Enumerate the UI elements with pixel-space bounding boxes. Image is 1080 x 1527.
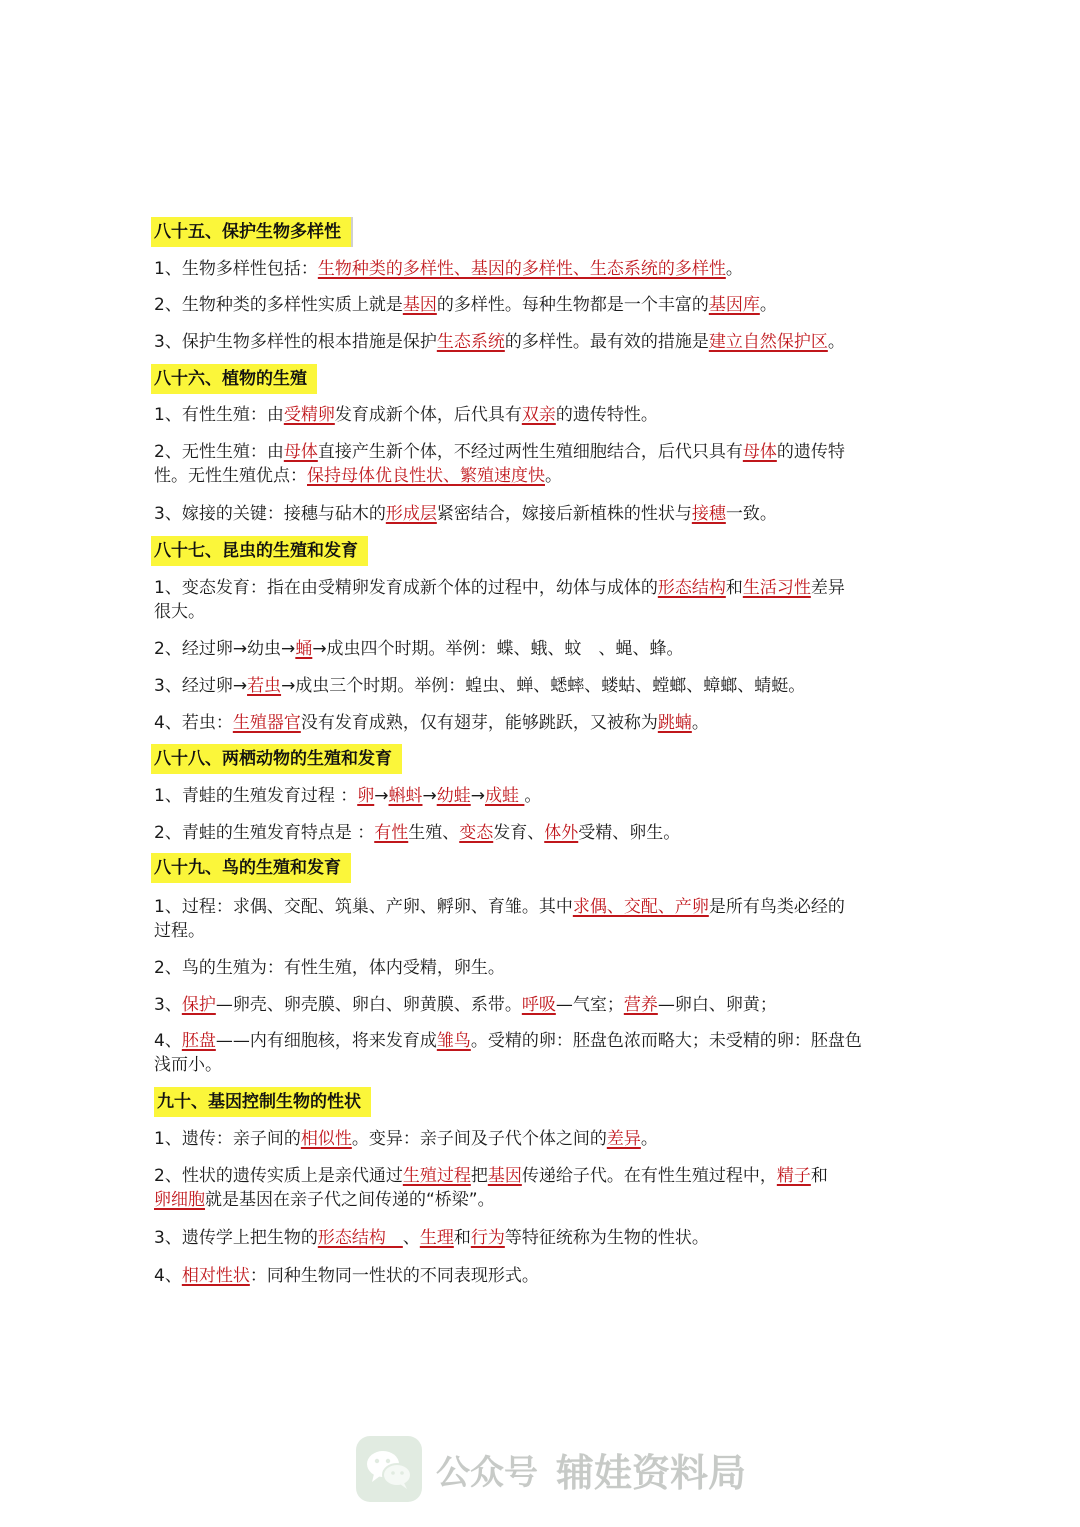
text-run: →: [470, 786, 485, 806]
answer-blank: 相似性: [300, 1129, 352, 1149]
answer-blank: 形成层: [385, 504, 437, 524]
paragraph: [154, 821, 930, 845]
paragraph: [154, 576, 930, 624]
text-run: 性。无性生殖优点：: [154, 466, 307, 486]
text-run: 是所有鸟类必经的: [708, 897, 845, 917]
section-heading: 八十九、鸟的生殖和发育: [151, 853, 351, 883]
paragraph: [154, 956, 930, 980]
paragraph: [154, 330, 930, 354]
text-run: 传递给子代。在有性生殖过程中，: [521, 1166, 777, 1186]
text-run: 4、: [154, 1031, 182, 1051]
text-run: 没有发育成熟，仅有翅芽，能够跳跃，又被称为: [300, 713, 658, 733]
answer-blank: 蛹: [295, 639, 313, 659]
paragraph: [154, 502, 930, 526]
text-run: →成虫三个时期。举例：蝗虫、蝉、蟋蟀、蝼蛄、螳螂、蟑螂、蜻蜓。: [281, 676, 806, 696]
paragraph: [154, 993, 930, 1017]
text-run: 4、: [154, 1266, 182, 1286]
text-run: 就是基因在亲子代之间传递的“桥梁”。: [205, 1190, 495, 1210]
paragraph: [154, 895, 930, 943]
answer-blank: 成蛙: [484, 786, 525, 806]
paragraph: [154, 711, 930, 735]
text-run: →: [422, 786, 437, 806]
paragraph: [154, 440, 930, 488]
answer-blank: 基因: [402, 295, 437, 315]
text-run: 和: [725, 578, 743, 598]
text-run: →成虫四个时期。举例：蝶、蛾、蚊 、蝇、蜂。: [312, 639, 684, 659]
answer-blank: 接穗: [691, 504, 726, 524]
answer-blank: 母体: [283, 442, 318, 462]
watermark-label: 公众号: [436, 1452, 538, 1493]
answer-blank: 营养: [623, 995, 658, 1015]
text-run: 紧密结合，嫁接后新植株的性状与: [436, 504, 692, 524]
answer-blank: 精子: [776, 1166, 811, 1186]
answer-blank: 若虫: [247, 676, 282, 696]
paragraph: [154, 784, 930, 808]
text-run: —气室；: [555, 995, 624, 1015]
answer-blank: 形态结构: [657, 578, 726, 598]
text-run: 3、保护生物多样性的根本措施是保护: [154, 332, 437, 352]
text-run: 。: [725, 259, 743, 279]
text-run: 4、若虫：: [154, 713, 233, 733]
text-run: 。: [640, 1129, 658, 1149]
text-run: 把: [470, 1166, 488, 1186]
answer-blank: 幼蛙: [436, 786, 471, 806]
answer-blank: 生殖器官: [232, 713, 301, 733]
answer-blank: 蝌蚪: [388, 786, 423, 806]
text-run: 2、经过卵→幼虫→: [154, 639, 296, 659]
text-run: 。变异：亲子间及子代个体之间的: [351, 1129, 607, 1149]
text-run: 过程。: [154, 921, 205, 941]
text-run: 。受精的卵：胚盘色浓而略大；未受精的卵：胚盘色: [470, 1031, 862, 1051]
answer-blank: 生态系统: [436, 332, 505, 352]
text-run: 3、遗传学上把生物的: [154, 1228, 318, 1248]
text-run: 2、青蛙的生殖发育特点是 ：: [154, 823, 375, 843]
text-run: 2、无性生殖：由: [154, 442, 284, 462]
text-run: 。: [827, 332, 845, 352]
text-run: 受精、卵生。: [578, 823, 681, 843]
text-run: 2、性状的遗传实质上是亲代通过: [154, 1166, 403, 1186]
answer-blank: 受精卵: [283, 405, 335, 425]
answer-blank: 胚盘: [181, 1031, 216, 1051]
text-run: 3、经过卵→: [154, 676, 248, 696]
answer-blank: 保持母体优良性状、繁殖速度快: [307, 466, 545, 486]
text-run: 。: [524, 786, 542, 806]
text-run: 发育、: [493, 823, 545, 843]
answer-blank: 差异: [606, 1129, 641, 1149]
paragraph: [154, 1264, 930, 1288]
paragraph: [154, 1029, 930, 1077]
answer-blank: 卵细胞: [154, 1190, 205, 1210]
text-run: 等特征统称为生物的性状。: [504, 1228, 709, 1248]
text-run: 1、过程：求偶、交配、筑巢、产卵、孵卵、育雏。其中: [154, 897, 573, 917]
section-heading: 八十五、保护生物多样性: [151, 217, 353, 247]
text-run: 1、遗传：亲子间的: [154, 1129, 301, 1149]
answer-blank: 体外: [544, 823, 579, 843]
text-run: 直接产生新个体，不经过两性生殖细胞结合，后代只具有: [317, 442, 743, 462]
answer-blank: 双亲: [521, 405, 556, 425]
answer-blank: 有性: [374, 823, 409, 843]
answer-blank: 生物种类的多样性、基因的多样性、生态系统的多样性: [317, 259, 726, 279]
paragraph: [154, 403, 930, 427]
section-heading: 八十八、两栖动物的生殖和发育: [151, 744, 402, 774]
text-run: 。: [545, 466, 562, 486]
section-heading: 八十六、植物的生殖: [151, 364, 317, 394]
text-run: 和: [453, 1228, 471, 1248]
paragraph: [154, 1226, 930, 1250]
text-run: 。: [759, 295, 777, 315]
answer-blank: 生活习性: [742, 578, 811, 598]
paragraph: [154, 674, 930, 698]
watermark: [356, 1434, 746, 1504]
text-run: 很大。: [154, 602, 205, 622]
answer-blank: 基因库: [708, 295, 760, 315]
text-run: 浅而小。: [154, 1055, 222, 1075]
answer-blank: 保护: [181, 995, 216, 1015]
answer-blank: 行为: [470, 1228, 505, 1248]
answer-blank: 母体: [742, 442, 777, 462]
text-run: 一致。: [725, 504, 777, 524]
text-run: —卵白、卵黄；: [657, 995, 777, 1015]
text-run: ：同种生物同一性状的不同表现形式。: [249, 1266, 539, 1286]
text-run: 1、青蛙的生殖发育过程 ：: [154, 786, 358, 806]
text-run: 。: [691, 713, 709, 733]
text-run: 的多样性。每种生物都是一个丰富的: [436, 295, 709, 315]
watermark-name: 辅娃资料局: [556, 1450, 747, 1495]
wechat-icon: [356, 1436, 422, 1502]
answer-blank: 跳蝻: [657, 713, 692, 733]
text-run: ——内有细胞核，将来发育成: [215, 1031, 437, 1051]
text-run: 2、鸟的生殖为：有性生殖，体内受精，卵生。: [154, 958, 505, 978]
paragraph: [154, 637, 930, 661]
text-run: 1、有性生殖：由: [154, 405, 284, 425]
answer-blank: 建立自然保护区: [708, 332, 828, 352]
text-run: 1、生物多样性包括：: [154, 259, 318, 279]
answer-blank: 变态: [459, 823, 494, 843]
answer-blank: 卵: [357, 786, 375, 806]
text-run: →: [374, 786, 389, 806]
paragraph: [154, 1127, 930, 1151]
text-run: 3、: [154, 995, 182, 1015]
text-run: 1、变态发育：指在由受精卵发育成新个体的过程中，幼体与成体的: [154, 578, 658, 598]
answer-blank: 雏鸟: [436, 1031, 471, 1051]
text-run: 生殖、: [408, 823, 460, 843]
section-heading: 九十、基因控制生物的性状: [154, 1087, 371, 1117]
text-run: 发育成新个体，后代具有: [334, 405, 522, 425]
paragraph: [154, 293, 930, 317]
text-run: 的遗传特性。: [555, 405, 658, 425]
answer-blank: 呼吸: [521, 995, 556, 1015]
text-run: 的遗传特: [776, 442, 845, 462]
answer-blank: 形态结构: [317, 1228, 403, 1248]
paragraph: [154, 257, 930, 281]
answer-blank: 生理: [419, 1228, 454, 1248]
text-run: 3、嫁接的关键：接穗与砧木的: [154, 504, 386, 524]
text-run: 的多样性。最有效的措施是: [504, 332, 709, 352]
answer-blank: 求偶、交配、产卵: [572, 897, 709, 917]
text-run: 2、生物种类的多样性实质上就是: [154, 295, 403, 315]
answer-blank: 相对性状: [181, 1266, 250, 1286]
text-run: 和: [810, 1166, 828, 1186]
text-run: 差异: [810, 578, 845, 598]
answer-blank: 基因: [487, 1166, 522, 1186]
text-run: 、: [402, 1228, 420, 1248]
text-run: —卵壳、卵壳膜、卵白、卵黄膜、系带。: [215, 995, 522, 1015]
paragraph: [154, 1164, 930, 1212]
section-heading: 八十七、昆虫的生殖和发育: [151, 536, 368, 566]
answer-blank: 生殖过程: [402, 1166, 471, 1186]
